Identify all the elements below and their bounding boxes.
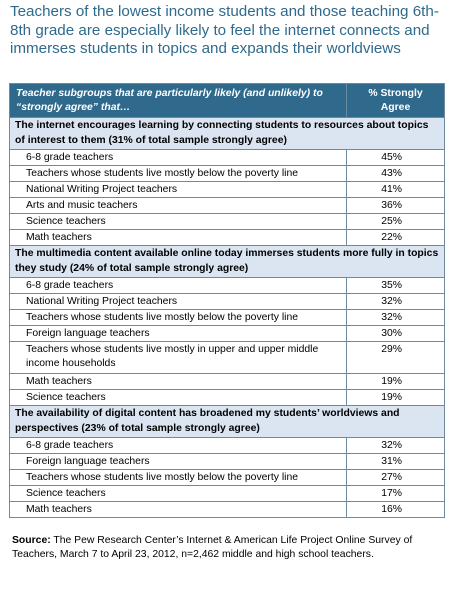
table-row — [10, 230, 445, 246]
row-label: Arts and music teachers — [10, 198, 347, 214]
source-text: The Pew Research Center’s Internet & American Life Project Online Survey of Teachers, March 7 to April 23, 2012, n=2,462 middle and high school teachers. — [12, 535, 413, 560]
row-value: 36% — [347, 198, 445, 214]
table-row — [10, 326, 445, 342]
section-heading-row — [10, 246, 445, 278]
table-row — [10, 454, 445, 470]
section-heading: The availability of digital content has broadened my students’ worldviews and perspectives (23% of total sample strongly agree) — [10, 406, 445, 438]
row-value: 32% — [347, 310, 445, 326]
row-value: 19% — [347, 390, 445, 406]
table-row — [10, 150, 445, 166]
table-row — [10, 198, 445, 214]
table-row — [10, 342, 445, 374]
row-label: Foreign language teachers — [10, 326, 347, 342]
page-title: Teachers of the lowest income students and those teaching 6th-8th grade are especially likely to feel the internet connects and immerses students in topics and expands their worldviews — [10, 3, 439, 57]
source-note — [12, 534, 442, 561]
row-value: 43% — [347, 166, 445, 182]
header-percent-line2: Agree — [380, 101, 411, 113]
table-row — [10, 438, 445, 454]
table-row — [10, 390, 445, 406]
row-label: 6-8 grade teachers — [10, 150, 347, 166]
table-row — [10, 294, 445, 310]
row-value: 16% — [347, 502, 445, 518]
row-value: 29% — [347, 342, 445, 374]
row-value: 27% — [347, 470, 445, 486]
row-label: Teachers whose students live mostly below the poverty line — [10, 166, 347, 182]
section-heading: The multimedia content available online today immerses students more fully in topics they study (24% of total sample strongly agree) — [10, 246, 445, 278]
row-label: 6-8 grade teachers — [10, 438, 347, 454]
row-value: 32% — [347, 294, 445, 310]
table-row — [10, 214, 445, 230]
row-value: 19% — [347, 374, 445, 390]
row-label: Teachers whose students live mostly in upper and upper middle income households — [10, 342, 347, 374]
section-heading-row — [10, 406, 445, 438]
table-row — [10, 374, 445, 390]
row-label: Science teachers — [10, 214, 347, 230]
row-label: Science teachers — [10, 390, 347, 406]
row-value: 30% — [347, 326, 445, 342]
row-value: 41% — [347, 182, 445, 198]
row-label: Math teachers — [10, 502, 347, 518]
row-value: 35% — [347, 278, 445, 294]
table-body — [10, 118, 445, 518]
row-label: 6-8 grade teachers — [10, 278, 347, 294]
row-label: Math teachers — [10, 374, 347, 390]
section-heading: The internet encourages learning by connecting students to resources about topics of interest to them (31% of total sample strongly agree) — [10, 118, 445, 150]
table-row — [10, 278, 445, 294]
table-row — [10, 182, 445, 198]
row-value: 25% — [347, 214, 445, 230]
header-percent — [347, 84, 445, 118]
table-row — [10, 486, 445, 502]
row-label: Teachers whose students live mostly below the poverty line — [10, 310, 347, 326]
row-value: 45% — [347, 150, 445, 166]
table-row — [10, 166, 445, 182]
survey-table — [9, 83, 445, 518]
header-percent-line1: % Strongly — [368, 87, 423, 99]
source-label: Source: — [12, 535, 51, 546]
row-value: 17% — [347, 486, 445, 502]
row-value: 31% — [347, 454, 445, 470]
row-value: 32% — [347, 438, 445, 454]
row-value: 22% — [347, 230, 445, 246]
row-label: Math teachers — [10, 230, 347, 246]
row-label: Science teachers — [10, 486, 347, 502]
row-label: Teachers whose students live mostly below the poverty line — [10, 470, 347, 486]
table-row — [10, 502, 445, 518]
table-header-row — [10, 84, 445, 118]
table-row — [10, 310, 445, 326]
header-subgroup: Teacher subgroups that are particularly likely (and unlikely) to “strongly agree” that… — [10, 84, 347, 118]
row-label: National Writing Project teachers — [10, 182, 347, 198]
table-row — [10, 470, 445, 486]
row-label: Foreign language teachers — [10, 454, 347, 470]
section-heading-row — [10, 118, 445, 150]
row-label: National Writing Project teachers — [10, 294, 347, 310]
